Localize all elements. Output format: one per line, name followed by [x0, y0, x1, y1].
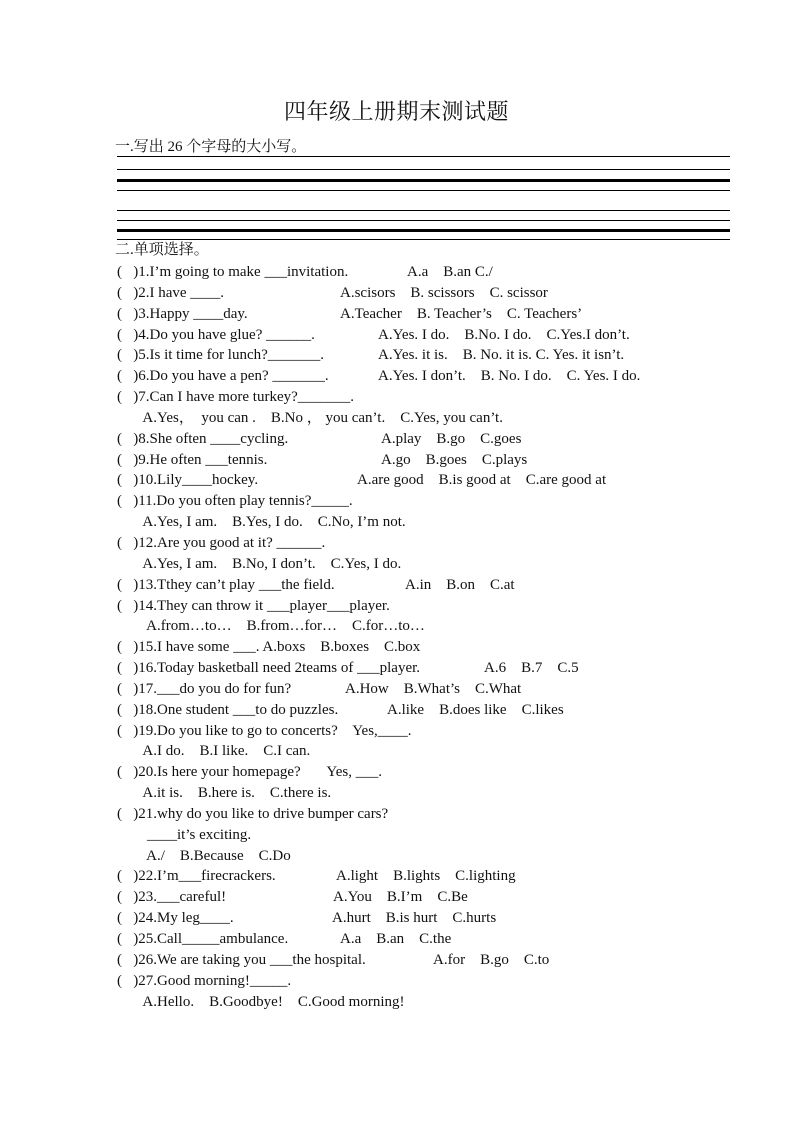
question-text: ( )18.One student ___to do puzzles. [117, 701, 339, 718]
question-text: ( )19.Do you like to go to concerts? Yes,____. [117, 722, 412, 739]
answer-options: A.go B.goes C.plays [381, 451, 528, 468]
question-line [117, 700, 777, 721]
question-text: ( )24.My leg____. [117, 910, 234, 927]
question-line [117, 992, 777, 1013]
question-text: ( )13.Tthey can’t play ___the field. [117, 576, 335, 593]
question-line [117, 429, 777, 450]
question-text: ( )7.Can I have more turkey?_______. [117, 389, 355, 406]
question-line [117, 491, 777, 512]
question-line [117, 971, 777, 992]
question-line [117, 866, 777, 887]
section-two-heading: 二.单项选择。 [115, 242, 209, 258]
question-text: ( )15.I have some ___. A.boxs B.boxes C.box [117, 639, 421, 656]
question-line [117, 762, 777, 783]
answer-options: A.a B.an C./ [407, 264, 493, 280]
question-text: A./ B.Because C.Do [117, 847, 291, 864]
question-line [117, 470, 777, 491]
question-line [117, 304, 777, 325]
question-line [117, 825, 777, 846]
answer-options: A.scisors B. scissors C. scissor [340, 284, 548, 301]
question-text: ( )1.I’m going to make ___invitation. [117, 264, 349, 280]
writing-line [117, 190, 730, 191]
question-line [117, 387, 777, 408]
answer-options: A.You B.I’m C.Be [333, 889, 468, 906]
question-text: ( )10.Lily____hockey. [117, 472, 259, 489]
question-line [117, 554, 777, 575]
question-line [117, 345, 777, 366]
question-text: ( )5.Is it time for lunch?_______. [117, 347, 325, 364]
answer-options: A.for B.go C.to [433, 951, 550, 968]
answer-options: A.Teacher B. Teacher’s C. Teachers’ [340, 305, 583, 322]
question-text: ( )26.We are taking you ___the hospital. [117, 951, 366, 968]
question-text: ( )25.Call_____ambulance. [117, 931, 289, 947]
question-line [117, 533, 777, 554]
question-text: ( )12.Are you good at it? ______. [117, 534, 326, 551]
question-line [117, 596, 777, 617]
question-line [117, 679, 777, 700]
question-line [117, 616, 777, 637]
question-text: ( )8.She often ____cycling. [117, 430, 289, 447]
question-text: A.Yes, I am. B.Yes, I do. C.No, I’m not. [117, 514, 406, 531]
answer-options: A.Yes. I do. B.No. I do. C.Yes.I don’t. [378, 326, 630, 343]
question-line [117, 366, 777, 387]
question-text: ( )6.Do you have a pen? _______. [117, 368, 329, 385]
question-line [117, 408, 777, 429]
question-line [117, 804, 777, 825]
question-line [117, 908, 777, 929]
question-line [117, 658, 777, 679]
question-text: ( )21.why do you like to drive bumper cars? [117, 805, 389, 822]
question-text: A.I do. B.I like. C.I can. [117, 743, 311, 760]
question-text: ( )3.Happy ____day. [117, 305, 248, 322]
answer-options: A.play B.go C.goes [381, 430, 522, 447]
answer-options: A.like B.does like C.likes [387, 701, 564, 718]
question-text: A.it is. B.here is. C.there is. [117, 785, 332, 802]
question-text: A.from…to… B.from…for… C.for…to… [117, 618, 425, 635]
answer-options: A.light B.lights C.lighting [336, 868, 516, 885]
question-line [117, 783, 777, 804]
question-line [117, 741, 777, 762]
question-text: A.Yes, I am. B.No, I don’t. C.Yes, I do. [117, 555, 402, 572]
question-text: ( )4.Do you have glue? ______. [117, 326, 315, 343]
multiple-choice-questions [117, 262, 777, 1012]
writing-line [117, 156, 730, 157]
question-text: ( )16.Today basketball need 2teams of ___player. [117, 660, 421, 677]
answer-options: A.a B.an C.the [340, 931, 452, 947]
answer-options: A.Yes. I don’t. B. No. I do. C. Yes. I do. [378, 368, 641, 385]
writing-line [117, 239, 730, 240]
question-text: ( )23.___careful! [117, 889, 227, 906]
question-text: ( )2.I have ____. [117, 284, 225, 301]
question-text: ( )17.___do you do for fun? [117, 680, 292, 697]
answer-options: A.are good B.is good at C.are good at [357, 472, 607, 489]
question-text: ____it’s exciting. [117, 826, 252, 843]
question-text: ( )22.I’m___firecrackers. [117, 868, 276, 885]
writing-line [117, 179, 730, 182]
writing-line [117, 210, 730, 211]
question-line [117, 283, 777, 304]
question-line [117, 450, 777, 471]
writing-line [117, 220, 730, 221]
question-line [117, 887, 777, 908]
writing-line [117, 169, 730, 170]
question-line [117, 846, 777, 867]
section-one-heading: 一.写出 26 个字母的大小写。 [115, 139, 307, 155]
question-text: ( )14.They can throw it ___player___player. [117, 597, 390, 614]
question-line [117, 512, 777, 533]
question-line [117, 721, 777, 742]
writing-line [117, 229, 730, 232]
question-line [117, 637, 777, 658]
answer-options: A.How B.What’s C.What [345, 680, 522, 697]
question-text: ( )11.Do you often play tennis?_____. [117, 493, 353, 510]
answer-options: A.hurt B.is hurt C.hurts [332, 910, 497, 927]
question-line [117, 575, 777, 596]
answer-options: A.Yes. it is. B. No. it is. C. Yes. it isn’t. [378, 347, 625, 364]
question-text: A.Hello. B.Goodbye! C.Good morning! [117, 993, 405, 1010]
question-text: ( )9.He often ___tennis. [117, 451, 268, 468]
question-text: ( )27.Good morning!_____. [117, 972, 292, 989]
question-line [117, 950, 777, 971]
question-line [117, 262, 777, 283]
question-line [117, 929, 777, 950]
document-title: 四年级上册期末测试题 [283, 99, 509, 124]
question-text: ( )20.Is here your homepage? Yes, ___. [117, 764, 382, 781]
question-line [117, 325, 777, 346]
answer-options: A.6 B.7 C.5 [484, 660, 579, 677]
question-text: A.Yes， you can . B.No ， you can’t. C.Yes, you can’t. [117, 409, 503, 426]
answer-options: A.in B.on C.at [405, 576, 515, 593]
